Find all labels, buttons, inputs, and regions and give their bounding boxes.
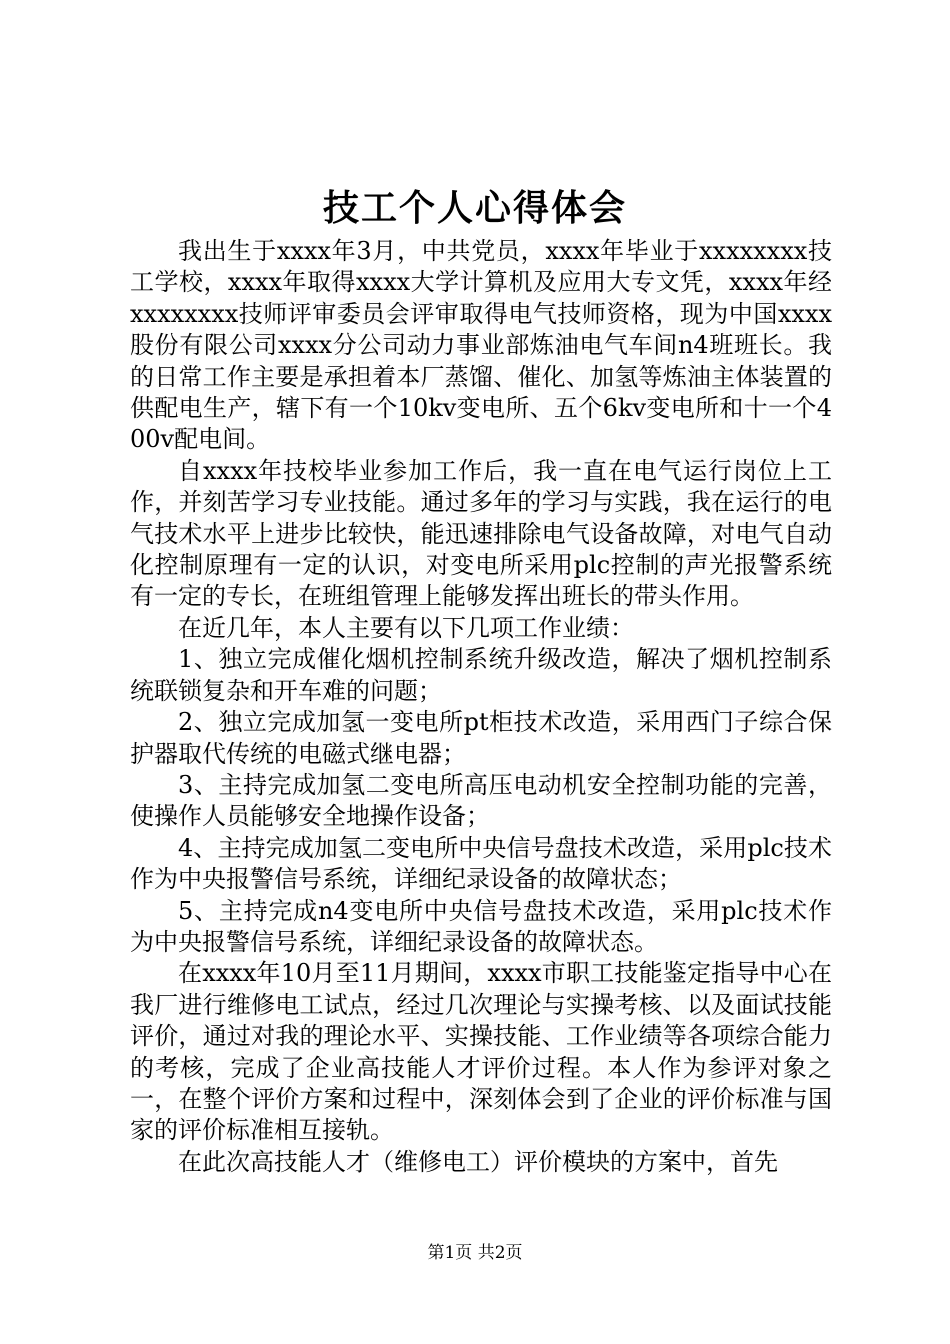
achievement-item-2: 2、独立完成加氢一变电所pt柜技术改造，采用西门子综合保护器取代传统的电磁式继电器； <box>130 708 832 768</box>
document-title: 技工个人心得体会 <box>322 187 627 229</box>
achievement-item-4: 4、主持完成加氢二变电所中央信号盘技术改造，采用plc技术作为中央报警信号系统，详细纪录设备的故障状态； <box>130 833 832 894</box>
paragraph-achievements-intro: 在近几年，本人主要有以下几项工作业绩： <box>178 613 634 642</box>
paragraph-career: 自xxxx年技校毕业参加工作后，我一直在电气运行岗位上工作，并刻苦学习专业技能。通过多年的学习与实践，我在运行的电气技术水平上进步比较快，能迅速排除电气设备故障，对电气自动化控制原理有一定的认识，对变电所采用plc控制的声光报警系统有一定的专长，在班组管理上能够发挥出班长的带头作用。 <box>130 456 832 611</box>
achievement-item-5: 5、主持完成n4变电所中央信号盘技术改造，采用plc技术作为中央报警信号系统，详细纪录设备的故障状态。 <box>130 896 832 956</box>
page-number-footer: 第1页 共2页 <box>427 1243 523 1263</box>
paragraph-intro: 我出生于xxxx年3月，中共党员，xxxx年毕业于xxxxxxxx技工学校，xxxx年取得xxxx大学计算机及应用大专文凭，xxxx年经xxxxxxxx技师评审委员会评审取得电气技师资格，现为中国xxxx股份有限公司xxxx分公司动力事业部炼油电气车间n4班班长。我的日常工作主要是承担着本厂蒸馏、催化、加氢等炼油主体装置的供配电生产，辖下有一个10kv变电所、五个6kv变电所和十一个400v配电间。 <box>130 237 832 454</box>
document-body <box>130 236 832 1178</box>
paragraph-evaluation-scheme: 在此次高技能人才（维修电工）评价模块的方案中，首先 <box>178 1147 778 1176</box>
paragraph-evaluation: 在xxxx年10月至11月期间，xxxx市职工技能鉴定指导中心在我厂进行维修电工试点，经过几次理论与实操考核、以及面试技能评价，通过对我的理论水平、实操技能、工作业绩等各项综合能力的考核，完成了企业高技能人才评价过程。本人作为参评对象之一，在整个评价方案和过程中，深刻体会到了企业的评价标准与国家的评价标准相互接轨。 <box>130 959 832 1145</box>
achievement-item-3: 3、主持完成加氢二变电所高压电动机安全控制功能的完善，使操作人员能够安全地操作设备； <box>130 770 832 831</box>
achievement-item-1: 1、独立完成催化烟机控制系统升级改造，解决了烟机控制系统联锁复杂和开车难的问题； <box>130 645 832 705</box>
